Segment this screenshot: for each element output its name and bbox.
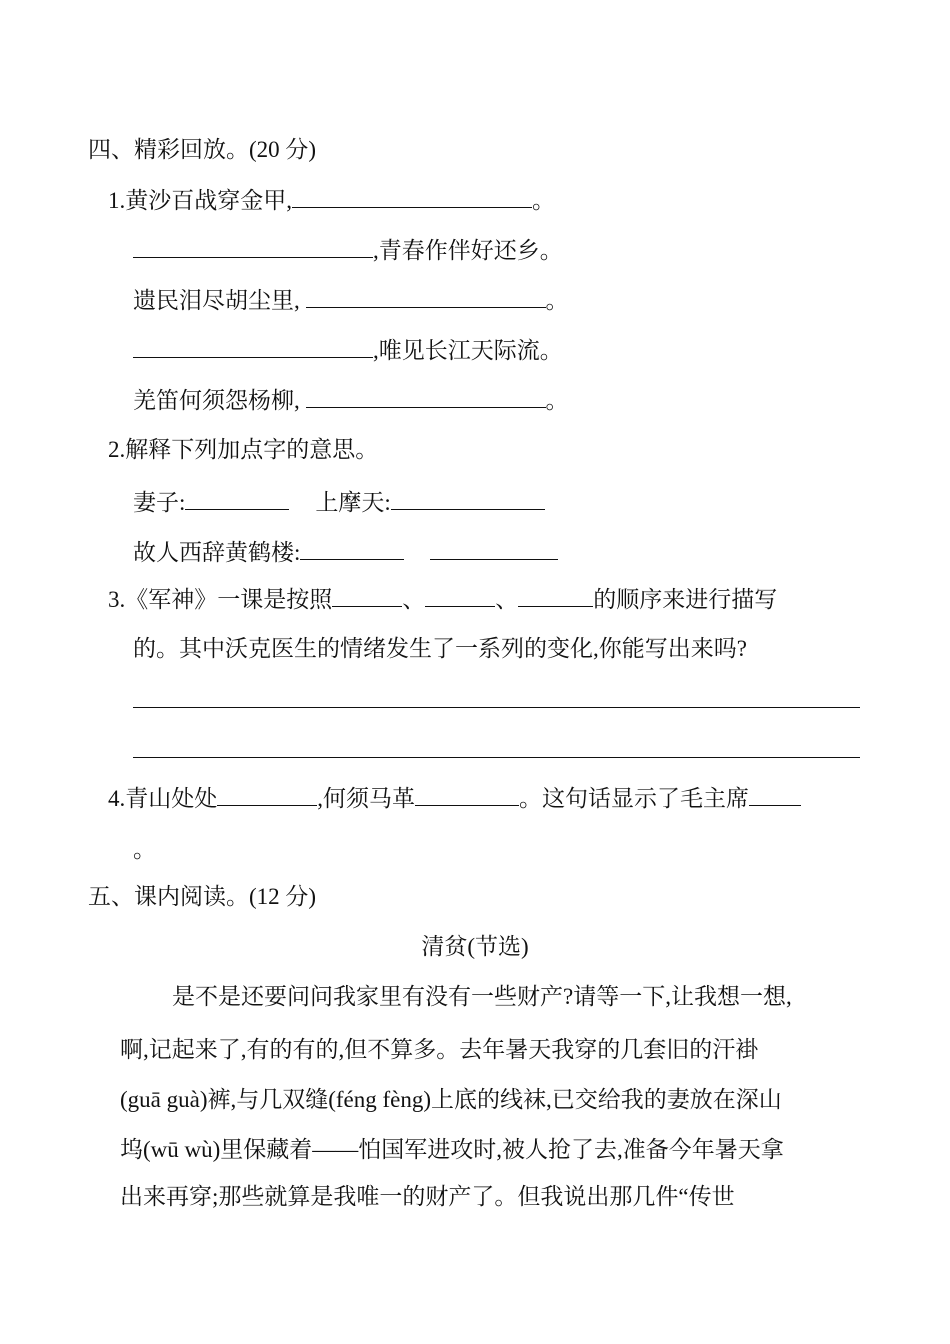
q1-line-3 [133,285,569,316]
passage-line: 出来再穿;那些就算是我唯一的财产了。但我说出那几件“传世 [120,1184,735,1209]
answer-blank[interactable] [391,487,545,510]
q1-line-5-text: 羌笛何须怨杨柳, [133,388,306,413]
answer-blank[interactable] [185,487,289,510]
answer-line[interactable] [133,757,860,758]
q3-line-2: 的。其中沃克医生的情绪发生了一系列的变化,你能写出来吗? [133,636,747,661]
q1-line-5 [133,385,569,416]
answer-blank[interactable] [332,584,402,607]
q2-line-1 [133,487,545,518]
q2-line-2 [133,537,558,568]
q1-line-2 [133,235,563,266]
q3-sep-1: 、 [402,587,426,612]
answer-blank[interactable] [133,335,373,358]
passage-title: 清贫(节选) [421,934,529,959]
answer-blank[interactable] [415,783,519,806]
answer-line[interactable] [133,707,860,708]
passage-line: 啊,记起来了,有的有的,但不算多。去年暑天我穿的几套旧的汗褂 [120,1037,759,1062]
q1-line-5-end: 。 [545,388,569,413]
section-5-heading: 五、课内阅读。(12 分) [88,884,317,909]
answer-blank[interactable] [749,783,801,806]
q1-line-3-end: 。 [545,288,569,313]
q1-line-1-text: 黄沙百战穿金甲, [125,188,292,213]
q1-line-1 [108,185,555,216]
q2-prompt: 2.解释下列加点字的意思。 [108,437,379,462]
q4-line-1 [108,783,801,814]
passage-line: 是不是还要问问我家里有没有一些财产?请等一下,让我想一想, [172,984,792,1009]
q1-line-3-text: 遗民泪尽胡尘里, [133,288,306,313]
answer-blank[interactable] [430,537,558,560]
q3-sep-2: 、 [495,587,519,612]
q4-line-2: 。 [133,837,156,862]
q1-line-4-text: ,唯见长江天际流。 [373,338,563,363]
q4-part-3: 。这句话显示了毛主席 [519,786,749,811]
q1-line-4 [133,335,563,366]
q2-item-b: 上摩天: [315,490,391,515]
q2-item-c: 故人西辞黄鹤楼: [133,540,301,565]
answer-blank[interactable] [133,235,373,258]
passage-line: 坞(wū wù)里保藏着——怕国军进攻时,被人抢了去,准备今年暑天拿 [120,1137,784,1162]
q4-part-2: ,何须马革 [317,786,415,811]
passage-line: (guā guà)裤,与几双缝(féng fèng)上底的线袜,已交给我的妻放在深山 [120,1087,782,1112]
q2-item-a: 妻子: [133,490,186,515]
answer-blank[interactable] [518,584,593,607]
answer-blank[interactable] [306,285,546,308]
answer-blank[interactable] [300,537,404,560]
q1-line-2-text: ,青春作伴好还乡。 [373,238,563,263]
q1-line-1-end: 。 [532,188,555,213]
q1-number: 1. [108,188,126,213]
q3-line-1 [108,584,777,615]
q4-part-1: 4.青山处处 [108,786,218,811]
q3-text-a: 3.《军神》一课是按照 [108,587,333,612]
section-4-heading: 四、精彩回放。(20 分) [88,137,317,162]
answer-blank[interactable] [292,185,532,208]
answer-blank[interactable] [217,783,317,806]
answer-blank[interactable] [306,385,546,408]
q3-text-end: 的顺序来进行描写 [593,587,778,612]
answer-blank[interactable] [425,584,495,607]
